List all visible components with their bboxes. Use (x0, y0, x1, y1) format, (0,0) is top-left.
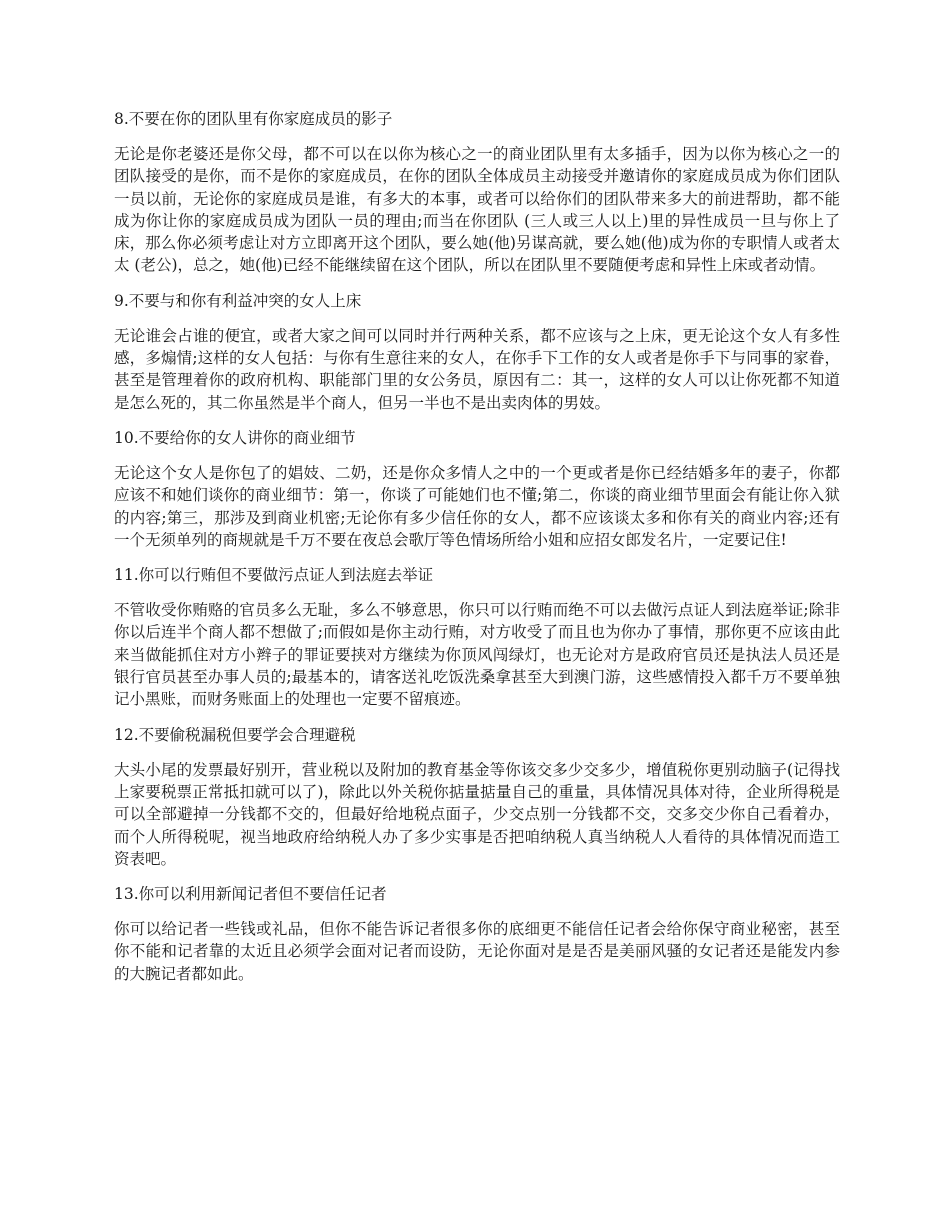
section-heading: 12.不要偷税漏税但要学会合理避税 (114, 725, 356, 744)
section-10 (114, 427, 840, 551)
section-heading: 9.不要与和你有利益冲突的女人上床 (114, 291, 362, 310)
section-13 (114, 883, 840, 985)
section-body: 你可以给记者一些钱或礼品，但你不能告诉记者很多你的底细更不能信任记者会给你保守商业秘密，甚至你不能和记者靠的太近且必须学会面对记者而设防，无论你面对是是否是美丽风骚的女记者还是能发内参的大腕记者都如此。 (114, 920, 840, 983)
section-heading: 13.你可以利用新闻记者但不要信任记者 (114, 885, 387, 904)
section-body: 不管收受你贿赂的官员多么无耻，多么不够意思，你只可以行贿而绝不可以去做污点证人到法庭举证;除非你以后连半个商人都不想做了;而假如是你主动行贿，对方收受了而且也为你办了事情，那你更不应该由此来当做能抓住对方小辫子的罪证要挟对方继续为你顶风闯绿灯，也无论对方是政府官员还是执法人员还是银行官员甚至办事人员的;最基本的，请客送礼吃饭洗桑拿甚至大到澳门游，这些感情投入都千万不要单独记小黑账，而财务账面上的处理也一定要不留痕迹。 (114, 601, 840, 709)
section-heading: 10.不要给你的女人讲你的商业细节 (114, 428, 356, 447)
section-12 (114, 724, 840, 870)
section-8 (114, 108, 840, 277)
section-body: 无论这个女人是你包了的娼妓、二奶，还是你众多情人之中的一个更或者是你已经结婚多年的妻子，你都应该不和她们谈你的商业细节：第一，你谈了可能她们也不懂;第二，你谈的商业细节里面会有能让你入狱的内容;第三，那涉及到商业机密;无论你有多少信任你的女人，都不应该谈太多和你有关的商业内容;还有一个无须单列的商规就是千万不要在夜总会歌厅等色情场所给小姐和应招女郎发名片，一定要记住! (114, 463, 840, 549)
section-9 (114, 290, 840, 414)
section-heading: 8.不要在你的团队里有你家庭成员的影子 (114, 110, 393, 128)
section-heading: 11.你可以行贿但不要做污点证人到法庭去举证 (114, 566, 434, 585)
section-body: 无论是你老婆还是你父母，都不可以在以你为核心之一的商业团队里有太多插手，因为以你为核心之一的团队接受的是你，而不是你的家庭成员，在你的团队全体成员主动接受并邀请你的家庭成员成为你们团队一员以前，无论你的家庭成员是谁，有多大的本事，或者可以给你们的团队带来多大的前进帮助，都不能成为你让你的家庭成员成为团队一员的理由;而当在你团队 (三人或三人以上)里的异性成员一旦与你上了床，那么你必须考虑让对方立即离开这个团队，要么她(他)另谋高就，要么她(他)成为你的专职情人或者太太 (老公)，总之，她(他)已经不能继续留在这个团队，所以在团队里不要随便考虑和异性上床或者动情。 (114, 145, 840, 275)
document-page (114, 108, 840, 998)
section-body: 无论谁会占谁的便宜，或者大家之间可以同时并行两种关系，都不应该与之上床，更无论这个女人有多性感，多煽情;这样的女人包括：与你有生意往来的女人，在你手下工作的女人或者是你手下与同事的家眷，甚至是管理着你的政府机构、职能部门里的女公务员，原因有二：其一，这样的女人可以让你死都不知道是怎么死的，其二你虽然是半个商人，但另一半也不是出卖肉体的男妓。 (114, 326, 840, 412)
section-body: 大头小尾的发票最好别开，营业税以及附加的教育基金等你该交多少交多少，增值税你更别动脑子(记得找上家要税票正常抵扣就可以了)，除此以外关税你掂量掂量自己的重量，具体情况具体对待，企业所得税是可以全部避掉一分钱都不交的，但最好给地税点面子，少交点别一分钱都不交，交多交少你自己看着办，而个人所得税呢，视当地政府给纳税人办了多少实事是否把咱纳税人真当纳税人人看待的具体情况而造工资表吧。 (114, 760, 840, 868)
section-11 (114, 564, 840, 710)
